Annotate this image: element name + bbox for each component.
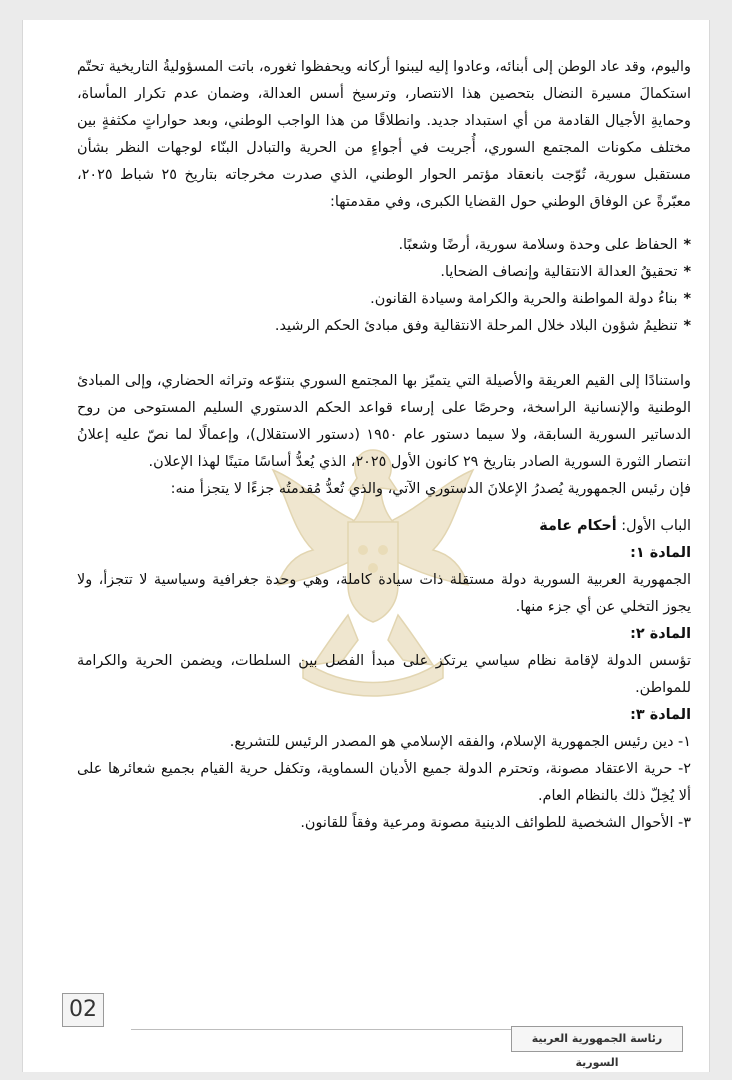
- list-item: *بناءُ دولة المواطنة والحرية والكرامة وسيادة القانون.: [370, 291, 691, 307]
- basis-paragraph: واستنادًا إلى القيم العريقة والأصيلة التي يتميّز بها المجتمع السوري بتنوّعه وتراثه الحضاري، وإلى المبادئ الوطنية والإنسانية الراسخة، وحرصًا على إرساء قواعد الحكم الدستوري السليم المستوحى من روح الدساتير السورية السابقة، ولا سيما دستور عام ١٩٥٠ (دستور الاستقلال)، وإعمالًا لما نصّ عليه إعلانُ انتصار الثورة السورية الصادر بتاريخ ٢٩ كانون الأول ٢٠٢٥، الذي يُعدُّ أساسًا متينًا لهذا الإعلان.: [77, 373, 691, 470]
- chapter-title: أحكام عامة: [539, 518, 617, 534]
- page-number: 02: [62, 993, 104, 1027]
- chapter-heading: الباب الأول: أحكام عامة: [539, 518, 691, 534]
- article-3-title: المادة ٣:: [630, 707, 691, 723]
- list-item: *تحقيقُ العدالة الانتقالية وإنصاف الضحايا.: [440, 264, 691, 280]
- decree-paragraph: فإن رئيس الجمهورية يُصدرُ الإعلانَ الدستوري الآتي، والذي تُعدُّ مُقدمتُه جزءًا لا يتجزأ منه:: [170, 481, 691, 497]
- list-item: *تنظيمُ شؤون البلاد خلال المرحلة الانتقالية وفق مبادئ الحكم الرشيد.: [274, 318, 691, 334]
- footer-label: رئاسة الجمهورية العربية السورية: [511, 1026, 683, 1052]
- article-3-item-3: ٣- الأحوال الشخصية للطوائف الدينية مصونة ومرعية وفقاً للقانون.: [300, 815, 691, 831]
- asterisk-icon: *: [683, 318, 691, 334]
- asterisk-icon: *: [683, 237, 691, 253]
- article-3-item-1: ١- دين رئيس الجمهورية الإسلام، والفقه الإسلامي هو المصدر الرئيس للتشريع.: [229, 734, 691, 750]
- article-1-title: المادة ١:: [630, 545, 691, 561]
- intro-paragraph: واليوم، وقد عاد الوطن إلى أبنائه، وعادوا إليه ليبنوا أركانه ويحفظوا ثغوره، باتت المسؤوليةُ التاريخية تحتّم استكمالَ مسيرة النضال بتحصين هذا الانتصار، وترسيخ أسس العدالة، وضمان عدم تكرار المأساة، وحمايةِ الأجيال القادمة من أي استبداد جديد. وانطلاقًا من هذا الواجب الوطني، وبعد حواراتٍ مكثفةٍ بين مختلف مكونات المجتمع السوري، أُجريت في أجواءٍ من الحرية والتبادل البنّاء لوجهات النظر بشأن مستقبل سورية، تُوّجت بانعقاد مؤتمر الحوار الوطني، الذي صدرت مخرجاته بتاريخ ٢٥ شباط ٢٠٢٥، معبّرةً عن الوفاق الوطني حول القضايا الكبرى، وفي مقدمتها:: [77, 59, 691, 210]
- asterisk-icon: *: [683, 291, 691, 307]
- footer-divider: [131, 1029, 511, 1030]
- article-2-text: تؤسس الدولة لإقامة نظام سياسي يرتكز على مبدأ الفصل بين السلطات، ويضمن الحرية والكرامة للمواطن.: [77, 653, 691, 696]
- article-2-title: المادة ٢:: [630, 626, 691, 642]
- list-item: *الحفاظ على وحدة وسلامة سورية، أرضًا وشعبًا.: [398, 237, 691, 253]
- document-page: [22, 20, 710, 1072]
- priorities-list: [77, 232, 691, 340]
- asterisk-icon: *: [683, 264, 691, 280]
- article-3-item-2: ٢- حرية الاعتقاد مصونة، وتحترم الدولة جميع الأديان السماوية، وتكفل حرية القيام بجميع شعائرها على ألا يُخِلّ ذلك بالنظام العام.: [77, 761, 691, 804]
- document-body: [77, 54, 691, 837]
- article-1-text: الجمهورية العربية السورية دولة مستقلة ذات سيادة كاملة، وهي وحدة جغرافية وسياسية لا تتجزأ، ولا يجوز التخلي عن أي جزء منها.: [77, 572, 691, 615]
